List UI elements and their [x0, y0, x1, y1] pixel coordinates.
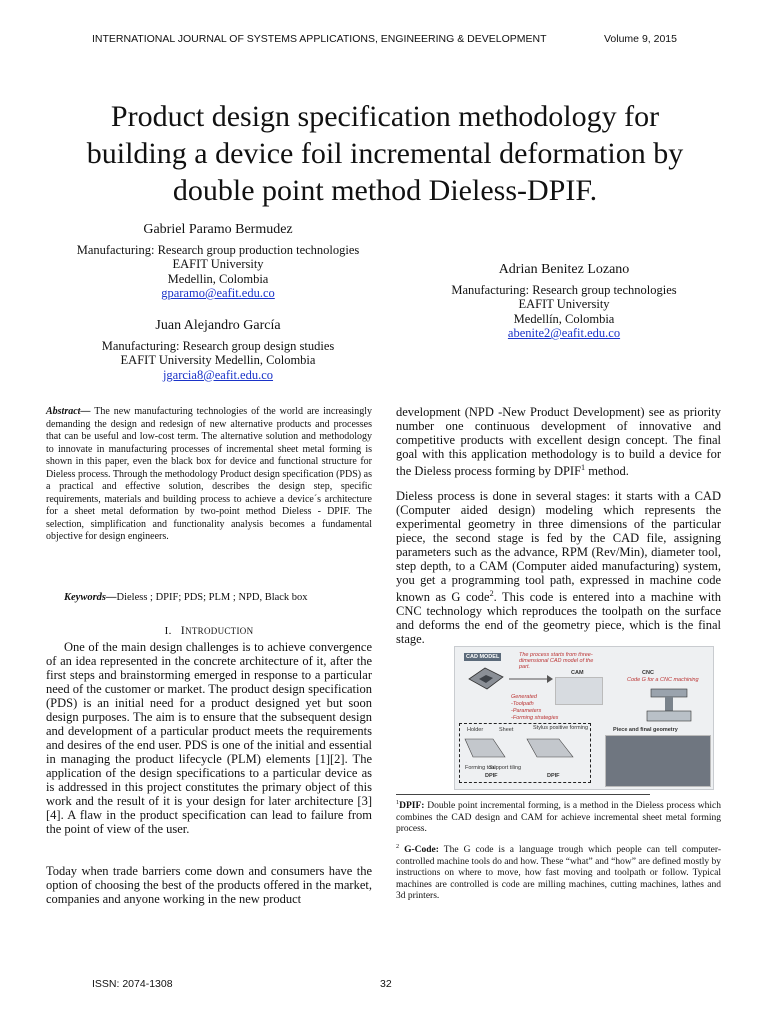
- section-title-rest: NTRODUCTION: [185, 626, 254, 636]
- fig-note-line2: dimensional CAD model of the: [519, 658, 594, 664]
- abstract-text: The new manufacturing technologies of the world are increasingly demanding the design and redesign of new alternative products and processes that can be useful and low-cost term. The alternative solution and methodology to innovate in manufacturing processes of incremental sheet metal forming is shown in this paper, even the black box for device and functional structure for Dieless process. Through the methodology Product design specification (PDS) as a practical and effective solution, describes the design step, specific requirements, materials and building process to achieve a device´s architecture for a sheet metal deformation by two-point method Dieless - DPIF. The selection, simplification and functionality analysis becomes a fundamental objective for design engineers.: [46, 406, 372, 542]
- fig-cad-label: CAD MODEL: [466, 654, 500, 660]
- volume-label: Volume 9, 2015: [604, 33, 677, 45]
- section-number: I.: [164, 625, 172, 637]
- author-affiliation: Manufacturing: Research group technologies: [451, 282, 677, 297]
- abstract-label: Abstract—: [46, 406, 91, 417]
- footnote-1: [396, 798, 721, 836]
- fig-note-line1: The process starts from three-: [519, 652, 593, 658]
- process-figure: [454, 646, 714, 790]
- author-university: EAFIT University: [518, 297, 610, 311]
- fig-parameters: -Parameters: [511, 708, 542, 714]
- author-block-1: [46, 223, 390, 301]
- fig-support: Support tiling: [489, 765, 522, 771]
- fig-holder: Holder: [467, 727, 484, 733]
- fig-cnc-note: Code G for a CNC machining: [627, 677, 699, 683]
- author-block-2: [392, 263, 736, 341]
- fig-dpif-1: DPIF: [485, 773, 498, 779]
- title-line-1: Product design specification methodology for: [110, 100, 660, 133]
- cnc-machine-image: [645, 685, 695, 725]
- author-name: Adrian Benitez Lozano: [498, 262, 630, 277]
- final-piece-image: [605, 735, 711, 787]
- right-paragraph-2-tail: . This code is entered into a machine with CNC technology which reproduces the toolpath on the surface and deforms the end of the geometry piece, which is the final stage.: [396, 590, 721, 647]
- fig-sheet: Sheet: [499, 727, 514, 733]
- cad-model-image: [467, 665, 505, 691]
- title-line-2: building a device foil incremental deformation by: [86, 137, 684, 170]
- author-location: Medellin, Colombia: [167, 271, 269, 286]
- paper-title: [40, 98, 730, 209]
- cam-screenshot: [555, 677, 603, 705]
- fig-generated: Generated: [511, 694, 537, 700]
- fig-piece-label: Piece and final geometry: [613, 727, 678, 733]
- journal-header: INTERNATIONAL JOURNAL OF SYSTEMS APPLICATIONS, ENGINEERING & DEVELOPMENT: [92, 33, 547, 45]
- arrow-icon: [507, 673, 557, 685]
- section-heading: [46, 623, 372, 638]
- fig-toolpath: -Toolpath: [511, 701, 534, 707]
- body-paragraph-1: One of the main design challenges is to achieve convergence of an idea represented in the concrete architecture of it, after the first steps and brainstorming emerged in response to a particular need of the customer or market. The product design specification (PDS) is an initial need for a product designed yet but soon design purposes. The aim is to ensure that the subsequent design and development of a particular product meets the requirements and desires of the end user. PDS is one of the initial and essential in managing the product lifecycle (PLM) elements [1][2]. The application of the design specifications to a particular device as is addressed in this project constitutes the primary object of this work and the result of it is your design for later architecture [3][4]. A flaw in the product specification can lead to failure from the point of view of the user.: [46, 640, 372, 836]
- fig-stylus: Stylus positive forming: [533, 725, 589, 731]
- keywords-label: Keywords—: [64, 592, 117, 603]
- footnote-ref-1[interactable]: 1: [581, 463, 586, 472]
- fig-cam-label: CAM: [571, 670, 584, 676]
- author-affiliation: Manufacturing: Research group design studies: [101, 338, 335, 353]
- author-name: Gabriel Paramo Bermudez: [143, 222, 293, 237]
- footnote-2-label: G-Code:: [399, 845, 439, 856]
- footnote-ref-2[interactable]: 2: [489, 589, 494, 598]
- right-paragraph-1-tail: method.: [585, 464, 629, 479]
- fig-forming-tool: Forming tool: [465, 765, 496, 771]
- fig-cnc-label: CNC: [642, 670, 654, 676]
- footnote-separator: [396, 794, 650, 795]
- author-university: EAFIT University Medellin, Colombia: [120, 353, 316, 367]
- author-block-3: [46, 319, 390, 382]
- author-email-link[interactable]: gparamo@eafit.edu.co: [161, 286, 275, 300]
- fig-strategies: -Forming strategies: [511, 715, 559, 721]
- footnote-2: [396, 842, 721, 903]
- author-email-link[interactable]: abenite2@eafit.edu.co: [507, 326, 621, 340]
- author-email-link[interactable]: jgarcia8@eafit.edu.co: [162, 367, 274, 382]
- right-paragraph-1-text: development (NPD -New Product Development) see as priority number one continuous development of innovative and competitive products with excellent design concept. The final goal with this application methodology is to build a device for the Dieless process forming by DPIF: [396, 405, 721, 479]
- body-paragraph-2: Today when trade barriers come down and consumers have the option of choosing the best of the products offered in the market, companies and anyone working in the new product: [46, 864, 372, 906]
- footnote-1-label: DPIF:: [399, 801, 425, 812]
- author-affiliation: Manufacturing: Research group production technologies: [76, 242, 360, 257]
- right-paragraph-2-text: Dieless process is done in several stages: it starts with a CAD (Computer aided design) modeling which represents the experimental geometry in three dimensions of the particular piece, the second stage is fed by the CAD file, assigning parameters such as the advance, RPM (Rev/Min), diameter tool, step depth, to a CAM (Computer aided manufacturing) system, you get a programming tool path, expressed in machine code known as G code: [396, 489, 721, 605]
- author-university: EAFIT University: [172, 257, 264, 271]
- footnote-1-text: Double point incremental forming, is a method in the Dieless process which combines the CAD design and CAM for achieve incremental sheet metal forming process.: [396, 801, 721, 835]
- page-number: 32: [380, 978, 392, 990]
- fig-dpif-2: DPIF: [547, 773, 560, 779]
- footnote-2-marker: 2: [396, 844, 400, 850]
- title-line-3: double point method Dieless-DPIF.: [172, 174, 598, 207]
- author-location: Medellín, Colombia: [513, 311, 615, 326]
- keywords-text: Dieless ; DPIF; PDS; PLM ; NPD, Black box: [116, 592, 308, 603]
- author-name: Juan Alejandro García: [155, 318, 281, 333]
- footnote-1-marker: 1: [396, 800, 400, 806]
- keywords: [64, 592, 308, 603]
- forming-diagram-image: [463, 733, 585, 763]
- right-paragraph-1: [396, 405, 721, 478]
- right-paragraph-2: [396, 489, 721, 646]
- footnote-2-text: The G code is a language trough which people can tell computer-controlled machine tools do and how. These “what” and “how” are defined mostly by instructions on where to move, how fast moving and toolpath or follow. Typical machines are controlled is code are milling machines, cutting machines, lathes and 3d printers.: [396, 845, 721, 902]
- abstract: [46, 406, 372, 544]
- section-title-first-letter: I: [180, 623, 186, 637]
- fig-note-line3: part.: [519, 664, 531, 670]
- issn-footer: ISSN: 2074-1308: [92, 978, 173, 990]
